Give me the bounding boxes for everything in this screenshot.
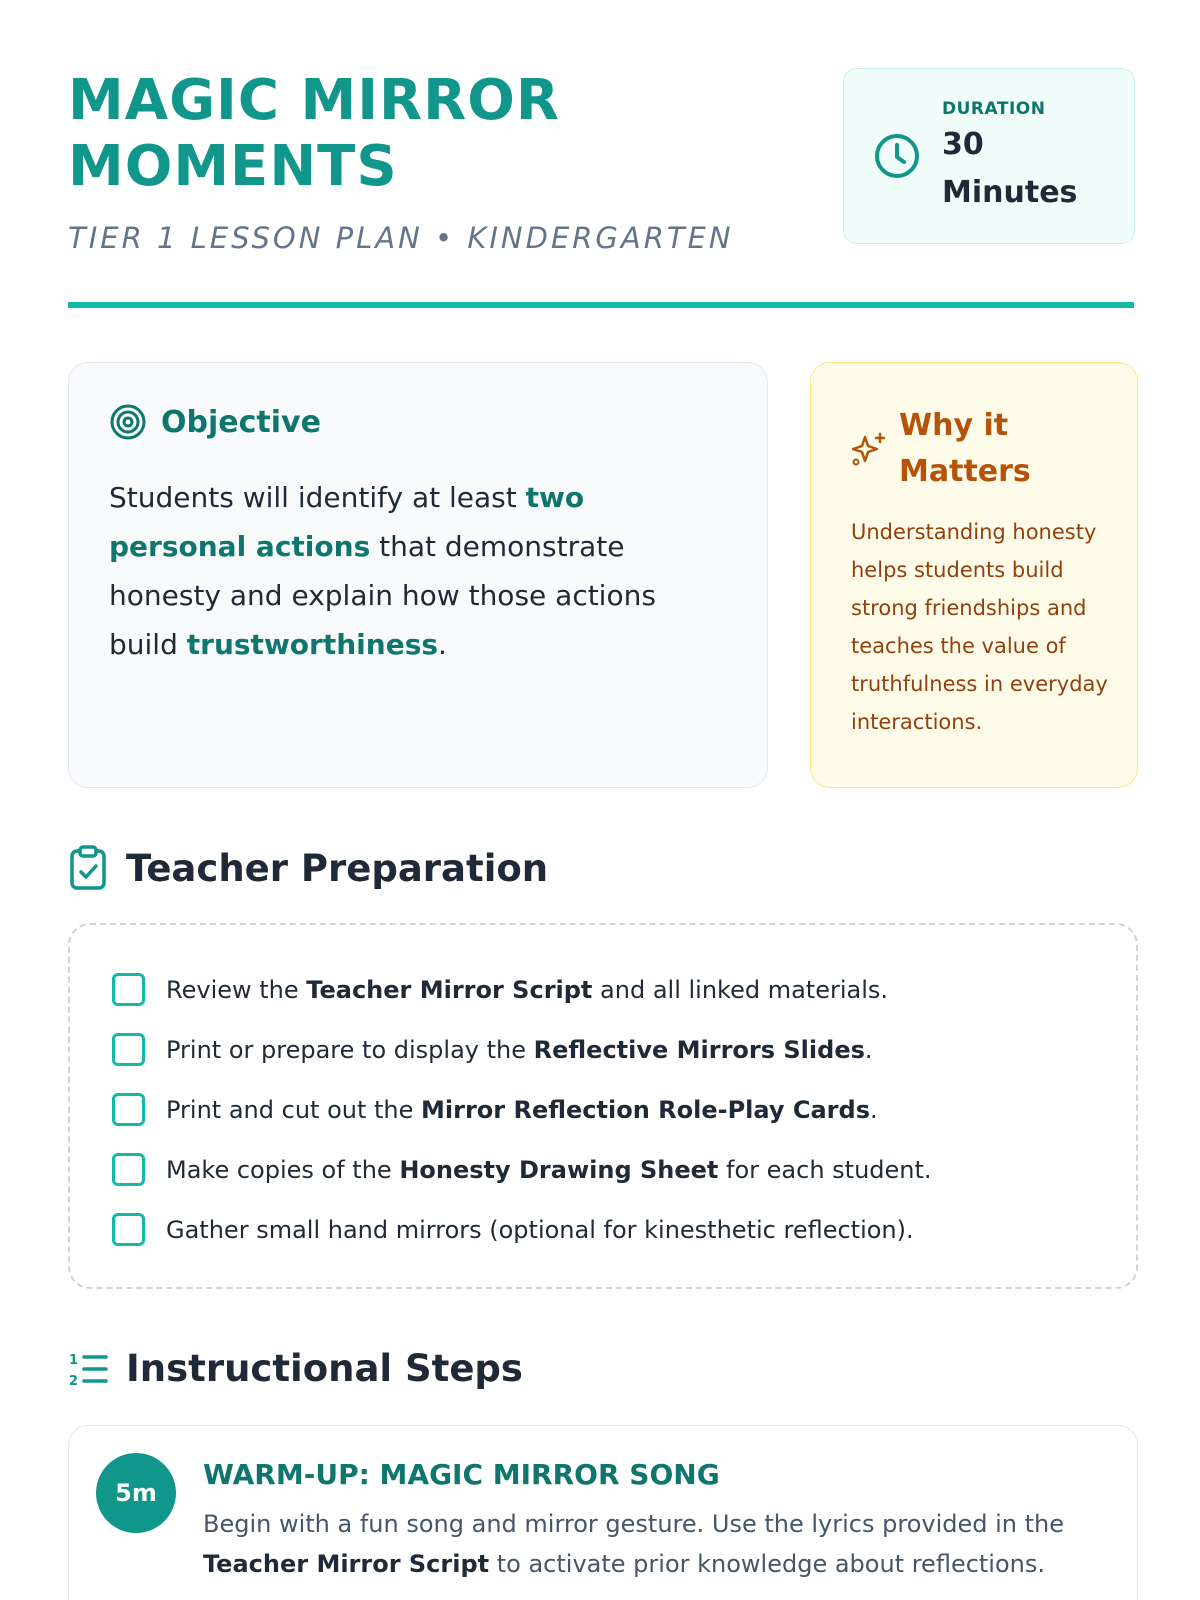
- step-title: WARM-UP: MAGIC MIRROR SONG: [203, 1458, 720, 1491]
- why-text: Understanding honesty helps students build strong friendships and teaches the value of truthfulness in everyday interactions.: [851, 520, 1108, 734]
- checklist-item-label: Gather small hand mirrors (optional for kinesthetic reflection).: [166, 1215, 914, 1244]
- checklist-item: [112, 973, 888, 1006]
- clock-icon: [872, 131, 922, 181]
- step-card: [68, 1425, 1138, 1600]
- svg-text:1: 1: [69, 1352, 79, 1368]
- svg-text:2: 2: [69, 1373, 79, 1389]
- preparation-heading: [68, 845, 548, 891]
- checklist-item: [112, 1093, 878, 1126]
- objective-card: [68, 362, 768, 788]
- objective-heading: [109, 403, 321, 441]
- duration-card: [843, 68, 1135, 244]
- steps-heading: [68, 1347, 523, 1390]
- target-icon: [109, 403, 147, 441]
- numbered-list-icon: [68, 1349, 108, 1389]
- checkbox[interactable]: [112, 1093, 145, 1126]
- checklist-item-label: Print and cut out the Mirror Reflection Role-Play Cards.: [166, 1095, 878, 1124]
- checklist-item-label: Review the Teacher Mirror Script and all linked materials.: [166, 975, 889, 1004]
- duration-value: 30 Minutes: [942, 127, 1078, 210]
- checkbox[interactable]: [112, 1033, 145, 1066]
- checklist-item: [112, 1213, 914, 1246]
- objective-title: Objective: [161, 404, 321, 440]
- checkbox[interactable]: [112, 1213, 145, 1246]
- clipboard-check-icon: [68, 845, 108, 891]
- checklist-item: [112, 1033, 873, 1066]
- sparkles-icon: [851, 431, 887, 467]
- preparation-checklist: [68, 923, 1138, 1289]
- objective-text: Students will identify at least two personal actions that demonstrate honesty and explain how those actions build trustworthiness.: [109, 481, 656, 661]
- checklist-item-label: Make copies of the Honesty Drawing Sheet for each student.: [166, 1155, 932, 1184]
- step-description: Begin with a fun song and mirror gesture. Use the lyrics provided in the Teacher Mirror Script to activate prior knowledge about reflections.: [203, 1510, 1064, 1578]
- step-duration-badge: 5m: [96, 1453, 176, 1533]
- lesson-header: [68, 66, 1134, 256]
- checklist-item-label: Print or prepare to display the Reflective Mirrors Slides.: [166, 1035, 873, 1064]
- objective-emphasis: trustworthiness: [186, 628, 439, 661]
- why-it-matters-card: [810, 362, 1138, 788]
- page-title: MAGIC MIRROR MOMENTS: [68, 68, 560, 199]
- duration-label: DURATION: [942, 99, 1046, 119]
- why-heading: [851, 403, 1059, 495]
- header-divider: [68, 302, 1134, 308]
- checkbox[interactable]: [112, 973, 145, 1006]
- why-title: Why it Matters: [899, 408, 1031, 489]
- page-subtitle: TIER 1 LESSON PLAN • KINDERGARTEN: [68, 221, 734, 255]
- objective-emphasis: two personal actions: [109, 481, 585, 563]
- steps-title: Instructional Steps: [126, 1347, 523, 1390]
- preparation-title: Teacher Preparation: [126, 846, 549, 890]
- checkbox[interactable]: [112, 1153, 145, 1186]
- checklist-item: [112, 1153, 932, 1186]
